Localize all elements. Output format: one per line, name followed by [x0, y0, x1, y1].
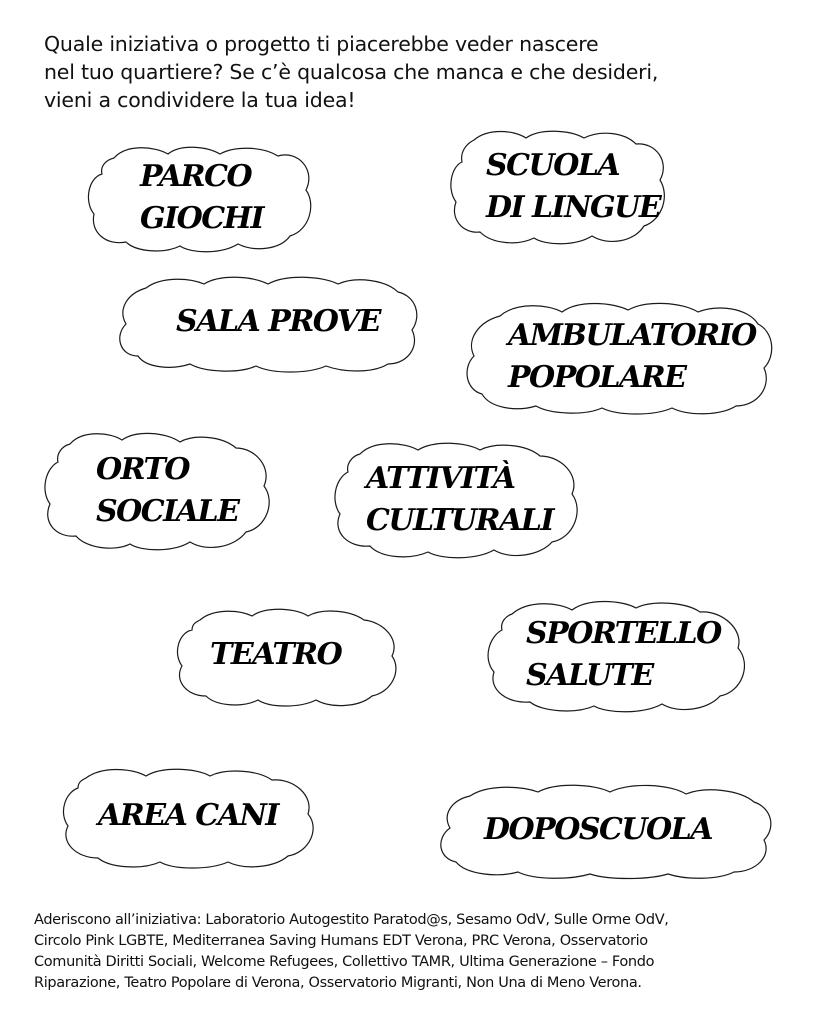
- idea-label-line: TEATRO: [210, 637, 342, 672]
- idea-label-line: AREA CANI: [98, 798, 278, 833]
- supporters-line: Riparazione, Teatro Popolare di Verona, Osservatorio Migranti, Non Una di Meno Verona.: [34, 975, 642, 991]
- idea-label: [58, 764, 320, 868]
- idea-label-line: ATTIVITÀ: [366, 461, 515, 496]
- idea-label: [330, 438, 590, 562]
- idea-label-line: SALUTE: [526, 658, 653, 693]
- supporters-text: [34, 910, 794, 994]
- idea-label-line: AMBULATORIO: [508, 318, 756, 353]
- idea-label-line: DOPOSCUOLA: [484, 812, 713, 847]
- idea-label: [466, 298, 772, 416]
- idea-cloud-area-cani: [58, 764, 320, 868]
- idea-cloud-attivita-culturali: [330, 438, 590, 562]
- idea-label-line: PARCO: [140, 159, 252, 194]
- supporters-line: Circolo Pink LGBTE, Mediterranea Saving Humans EDT Verona, PRC Verona, Osservatorio: [34, 933, 648, 949]
- idea-label-line: POPOLARE: [508, 360, 686, 395]
- idea-label-line: SPORTELLO: [526, 616, 721, 651]
- idea-label: [174, 604, 408, 706]
- idea-label: [84, 140, 314, 256]
- idea-cloud-orto-sociale: [42, 428, 278, 554]
- idea-cloud-scuola-di-lingue: [448, 126, 670, 248]
- intro-text: [44, 30, 784, 114]
- idea-label-line: GIOCHI: [140, 201, 264, 236]
- intro-line: nel tuo quartiere? Se c’è qualcosa che manca e che desideri,: [44, 60, 659, 84]
- supporters-line: Comunità Diritti Sociali, Welcome Refugees, Collettivo TAMR, Ultima Generazione – Fondo: [34, 954, 655, 970]
- supporters-line: Aderiscono all’iniziativa: Laboratorio Autogestito Paratod@s, Sesamo OdV, Sulle Orme OdV,: [34, 912, 669, 928]
- idea-cloud-sportello-salute: [482, 596, 760, 714]
- idea-label-line: DI LINGUE: [486, 190, 661, 225]
- intro-line: vieni a condividere la tua idea!: [44, 88, 356, 112]
- idea-cloud-doposcuola: [438, 782, 774, 878]
- idea-label: [448, 126, 670, 248]
- idea-label: [482, 596, 760, 714]
- idea-label-line: SOCIALE: [96, 494, 239, 529]
- idea-label: [42, 428, 278, 554]
- idea-cloud-sala-prove: [116, 272, 418, 372]
- idea-label-line: SALA PROVE: [176, 304, 380, 339]
- intro-line: Quale iniziativa o progetto ti piacerebbe veder nascere: [44, 32, 599, 56]
- idea-label: [116, 272, 418, 372]
- idea-cloud-teatro: [174, 604, 408, 706]
- idea-cloud-parco-giochi: [84, 140, 314, 256]
- idea-label-line: SCUOLA: [486, 148, 620, 183]
- idea-label-line: CULTURALI: [366, 503, 554, 538]
- idea-label: [438, 782, 774, 878]
- idea-cloud-ambulatorio-popolare: [466, 298, 772, 416]
- idea-label-line: ORTO: [96, 452, 189, 487]
